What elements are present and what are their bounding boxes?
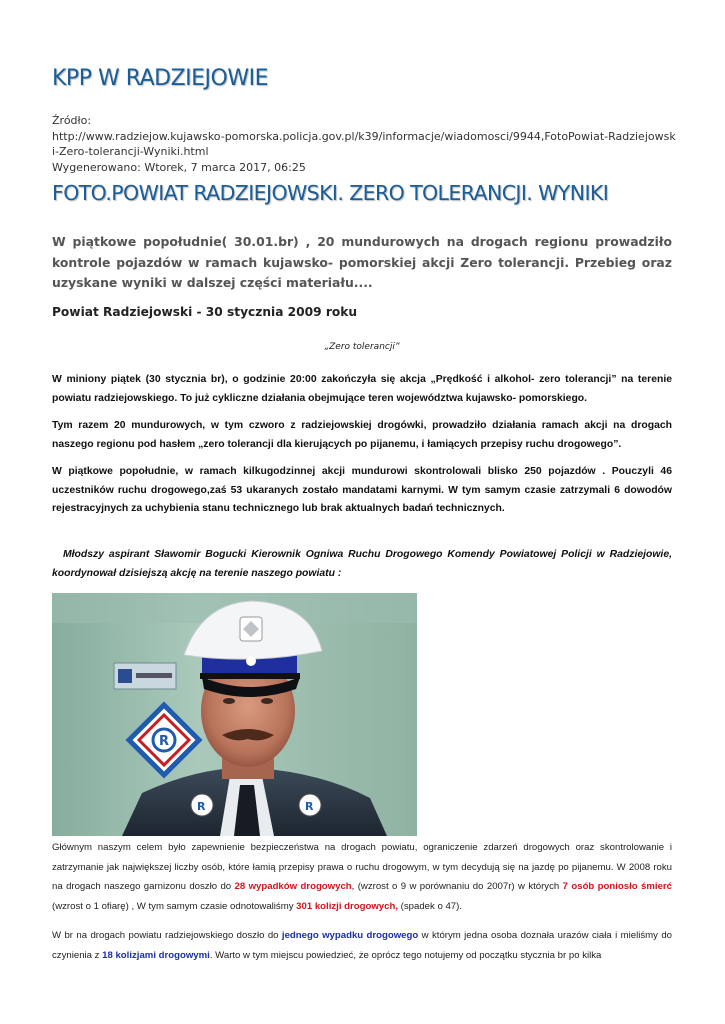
paragraph-3: W piątkowe popołudnie, w ramach kilkugodzinnej akcji mundurowi skontrolowali blisko 250 pojazdów . Pouczyli 46 uczestników ruchu drogowego,zaś 53 ukaranych zostało mandatami karnymi. W tym samym czasie zatrzymali 6 dowodów rejestracyjnych za uchybienia stanu technicznego lub brak aktualnych badań technicznych. [52,466,672,514]
svg-text:R: R [305,800,314,813]
svg-text:R: R [159,734,170,749]
source-meta [52,113,677,175]
officer-photo-illustration [52,593,417,836]
officer-photo [52,593,417,836]
source-label: Źródło: [52,114,92,127]
body-2-text-3: . Warto w tym miejscu powiedzieć, że oprócz tego notujemy od początku stycznia br po kilka [209,949,602,961]
body-2-text-1: W br na drogach powiatu radziejowskiego doszło do [52,930,282,941]
body-1-text-1: Głównym naszym celem było zapewnienie bezpieczeństwa na drogach powiatu, ograniczenie zdarzeń drogowych oraz skontrolowanie i zatrzymanie jak największej liczby osób, które łamią przepisy prawa o ruchu drogowym, w tym decydują się na jazdę po pijanemu. W 2008 roku na drogach naszego garnizonu doszło do [52,842,672,892]
article-title: FOTO.POWIAT RADZIEJOWSKI. ZERO TOLERANCJI. WYNIKI [52,181,609,205]
source-url[interactable]: http://www.radziejow.kujawsko-pomorska.policja.gov.pl/k39/informacje/wiadomosci/9944,FotoPowiat-Radziejowski-Zero-tolerancji-Wyniki.html [52,129,676,158]
stat-accidents-current: jednego wypadku drogowego [281,930,419,941]
body-1-text-2: , (wzrost o 9 w porównaniu do 2007r) w których [351,881,563,892]
stat-collisions-2008: 301 kolizji drogowych, [296,900,398,912]
article-subhead: Powiat Radziejowski - 30 stycznia 2009 roku [52,305,357,319]
article-lead: W piątkowe popołudnie( 30.01.br) , 20 mundurowych na drogach regionu prowadziło kontrole pojazdów w ramach kujawsko- pomorskiej akcji Zero tolerancji. Przebieg oraz uzyskane wyniki w dalszej części materiału.... [52,234,672,290]
body-2-text-2: w którym jedna osoba doznała urazów ciała i mieliśmy do czynienia z [52,930,672,961]
body-paragraph-2 [52,926,672,965]
body-1-text-4: (spadek o 47). [398,900,462,912]
stat-collisions-current: 18 kolizjami drogowymi [102,949,210,961]
stat-accidents-2008: 28 wypadków drogowych [234,881,352,892]
body-paragraph-1 [52,838,672,916]
generated-date: Wygenerowano: Wtorek, 7 marca 2017, 06:25 [52,160,306,174]
paragraph-1: W miniony piątek (30 stycznia br), o godzinie 20:00 zakończyła się akcja „Prędkość i alkohol- zero tolerancji” na terenie powiatu radziejowskiego. To już cykliczne działania obejmujące teren województwa kujawsko- pomorskiego. [52,374,672,404]
paragraph-4-caption: Młodszy aspirant Sławomir Bogucki Kierownik Ogniwa Ruchu Drogowego Komendy Powiatowej Policji w Radziejowie, koordynował dzisiejszą akcję na terenie naszego powiatu : [52,549,672,579]
paragraph-2: Tym razem 20 mundurowych, w tym czworo z radziejowskiej drogówki, prowadziło działania ramach akcji na drogach naszego regionu pod hasłem „zero tolerancji dla kierujących po pijanemu, i łamiących przepisy ruchu drogowego”. [52,420,672,450]
site-title: KPP W RADZIEJOWIE [52,66,268,91]
article-quote: „Zero tolerancji” [324,342,400,352]
svg-text:R: R [197,800,206,813]
body-1-text-3: (wzrost o 1 ofiarę) , W tym samym czasie odnotowaliśmy [52,900,297,912]
stat-deaths-2008: 7 osób poniosło śmierć [562,881,672,892]
